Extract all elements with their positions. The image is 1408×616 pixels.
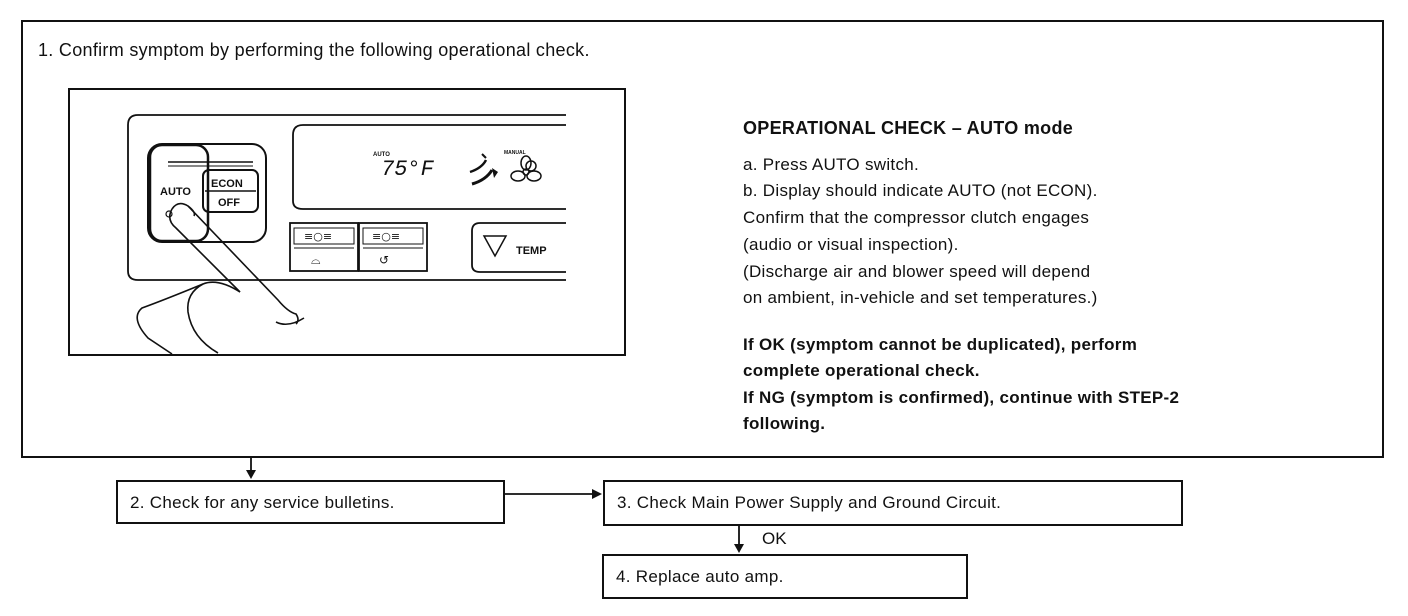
off-label: OFF xyxy=(218,197,240,209)
result-ng-line-2: following. xyxy=(743,414,826,433)
ok-connector-label: OK xyxy=(762,529,787,548)
display-mode: AUTO xyxy=(373,152,390,158)
step3-label: 3. Check Main Power Supply and Ground Circuit. xyxy=(617,493,1002,512)
op-line-b: b. Display should indicate AUTO (not ECON). xyxy=(743,181,1098,200)
auto-button-label: AUTO xyxy=(160,186,191,198)
display-temp: 75°F xyxy=(381,157,434,182)
operational-check-heading: OPERATIONAL CHECK – AUTO mode xyxy=(743,118,1074,138)
op-line-ambient: on ambient, in-vehicle and set temperatures.) xyxy=(743,288,1098,307)
rear-defrost-icon: ⌓ xyxy=(311,253,321,267)
display-manual: MANUAL xyxy=(504,150,526,156)
step3-box xyxy=(603,480,1183,526)
arrow-step2-to-step3 xyxy=(505,489,602,499)
result-ng-line: If NG (symptom is confirmed), continue with STEP-2 xyxy=(743,388,1180,407)
recirc-mode-icon: ≡○≡ xyxy=(372,230,401,243)
temp-button-label: TEMP xyxy=(516,245,547,257)
step2-box xyxy=(116,480,505,524)
step2-label: 2. Check for any service bulletins. xyxy=(130,493,395,512)
step1-title: 1. Confirm symptom by performing the following operational check. xyxy=(38,40,590,60)
defrost-icon: ≡○≡ xyxy=(304,230,333,243)
op-line-compressor: Confirm that the compressor clutch engages xyxy=(743,208,1090,227)
result-ok-line-2: complete operational check. xyxy=(743,361,980,380)
recirc-icon: ↺ xyxy=(379,253,390,267)
step4-box xyxy=(602,554,968,599)
arrow-step3-to-step4 xyxy=(734,526,744,553)
control-panel-illustration xyxy=(68,88,628,358)
step4-label: 4. Replace auto amp. xyxy=(616,567,784,586)
op-line-discharge: (Discharge air and blower speed will depend xyxy=(743,262,1091,281)
econ-label: ECON xyxy=(211,178,243,190)
arrow-step1-to-step2 xyxy=(246,458,256,479)
op-line-inspection: (audio or visual inspection). xyxy=(743,235,959,254)
result-ok-line: If OK (symptom cannot be duplicated), perform xyxy=(743,335,1138,354)
op-line-a: a. Press AUTO switch. xyxy=(743,155,920,174)
